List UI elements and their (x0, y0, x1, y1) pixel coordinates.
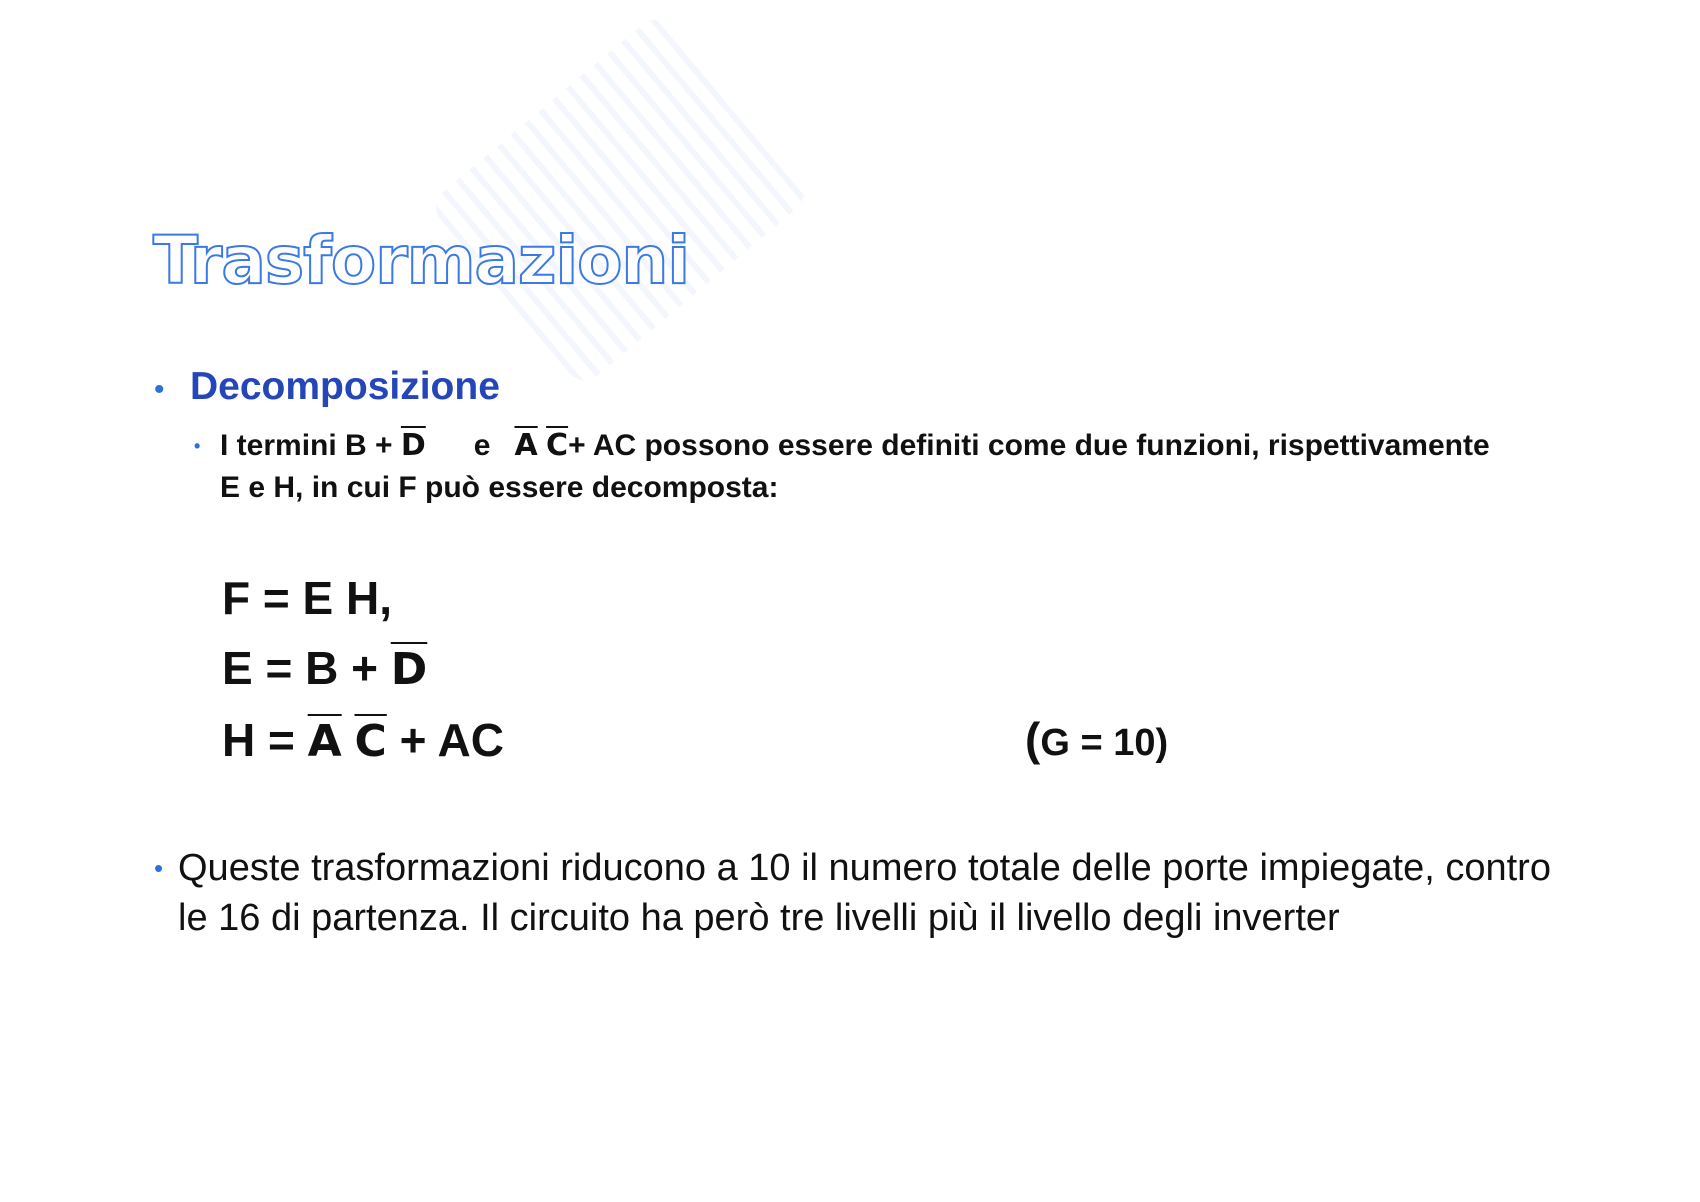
bullet-dot-icon: • (154, 853, 164, 883)
eq-d-bar: $\overline{D}$ (390, 644, 428, 695)
sub-bullet-text (220, 425, 1494, 509)
eq-c-bar: $\overline{C}$ (354, 716, 387, 767)
sub-bullet (194, 425, 1494, 509)
slide-title: Trasformazioni (153, 222, 690, 299)
d-bar: $\overline{D}$ (400, 428, 426, 463)
heading-decomposizione: Decomposizione (190, 365, 500, 408)
sub-text-end: + AC possono essere definiti come due funzioni, rispettivamente E e H, in cui F può essere decomposta: (220, 429, 1490, 504)
a-bar: $\overline{A}$ (514, 428, 538, 463)
bullet-conclusion (154, 843, 1574, 943)
equation-f: F = E H, (222, 572, 392, 624)
bullet-dot-icon: • (194, 436, 201, 456)
bullet-dot-icon: • (154, 373, 165, 406)
c-bar: $\overline{C}$ (546, 428, 569, 463)
eq-a-bar: $\overline{A}$ (307, 716, 342, 767)
equation-e: $E = B + \overline{D}$ (222, 642, 428, 695)
equations-block (222, 563, 504, 777)
conclusion-text: Queste trasformazioni riducono a 10 il numero totale delle porte impiegate, contro le 16 di partenza. Il circuito ha però tre livelli più il livello degli inverter (178, 847, 1551, 939)
equation-h: $H = \overline{A}$ $\overline{C}$ + AC (222, 714, 504, 767)
sub-text-start: I termini B + (220, 429, 401, 462)
bullet-decomposizione (154, 365, 500, 409)
conj: e (473, 429, 491, 462)
gate-count: (G = 10) (1025, 713, 1169, 765)
watermark-logo (428, 12, 812, 389)
